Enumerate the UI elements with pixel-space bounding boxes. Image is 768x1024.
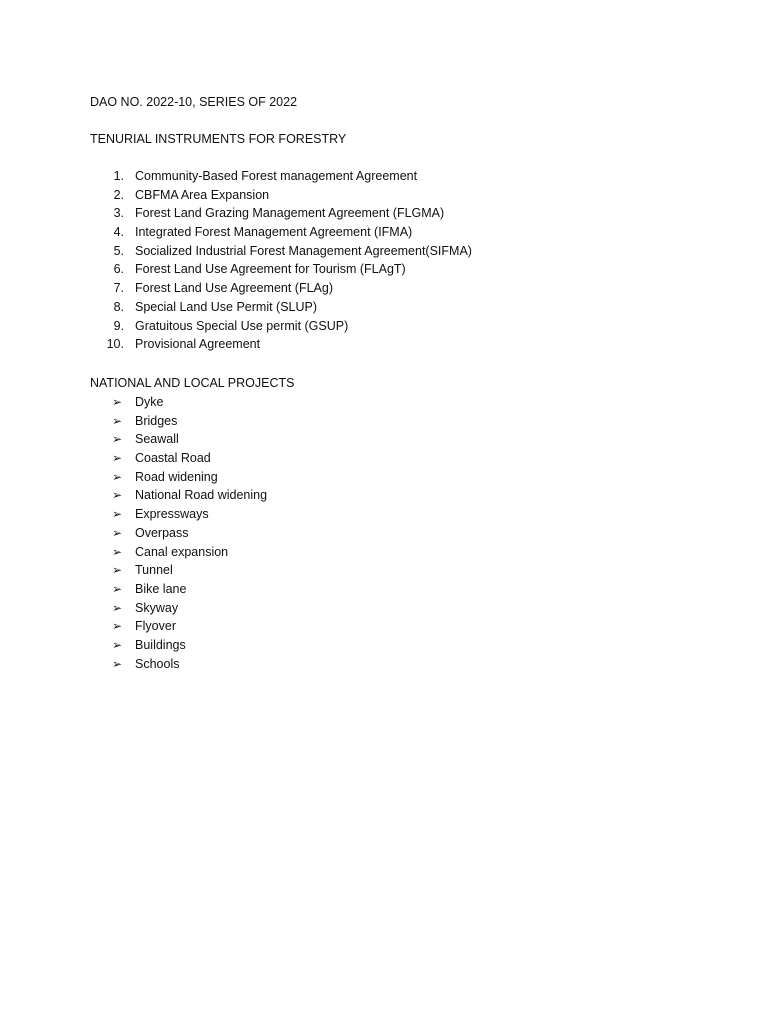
arrow-bullet-icon: ➢ (112, 563, 123, 578)
list-item-text: National Road widening (135, 488, 268, 503)
list-item-text: CBFMA Area Expansion (135, 187, 270, 202)
list-item-text: Skyway (135, 600, 179, 615)
arrow-bullet-icon: ➢ (112, 544, 123, 559)
list-number: 2. (113, 187, 124, 202)
arrow-bullet-icon: ➢ (112, 451, 123, 466)
arrow-bullet-icon: ➢ (112, 469, 123, 484)
arrow-bullet-icon: ➢ (112, 619, 123, 634)
list-number: 3. (113, 206, 124, 221)
list-item-text: Flyover (135, 619, 176, 634)
list-number: 7. (113, 281, 124, 296)
section-heading-tenurial-instruments: TENURIAL INSTRUMENTS FOR FORESTRY (90, 132, 347, 146)
list-item-text: Forest Land Use Agreement (FLAg) (135, 281, 334, 296)
list-item-text: Overpass (135, 525, 189, 540)
list-number: 10. (106, 337, 124, 352)
list-item-text: Buildings (135, 637, 186, 652)
list-item-text: Bridges (135, 413, 178, 428)
list-item-text: Special Land Use Permit (SLUP) (135, 299, 318, 314)
list-item-text: Provisional Agreement (135, 337, 261, 352)
list-number: 6. (113, 262, 124, 277)
list-item-text: Community-Based Forest management Agreement (135, 169, 418, 183)
arrow-bullet-icon: ➢ (112, 656, 123, 671)
arrow-bullet-icon: ➢ (112, 637, 123, 652)
arrow-bullet-icon: ➢ (112, 395, 123, 409)
arrow-bullet-icon: ➢ (112, 581, 123, 596)
arrow-bullet-icon: ➢ (112, 525, 123, 540)
list-item-text: Seawall (135, 432, 179, 447)
list-number: 1. (113, 169, 124, 183)
list-item-text: Dyke (135, 395, 164, 409)
arrow-bullet-icon: ➢ (112, 413, 123, 428)
list-item-text: Tunnel (135, 563, 173, 578)
list-item-text: Canal expansion (135, 544, 229, 559)
list-item-text: Forest Land Grazing Management Agreement (FLGMA) (135, 206, 445, 221)
list-item-text: Forest Land Use Agreement for Tourism (FLAgT) (135, 262, 406, 277)
list-item-text: Road widening (135, 469, 218, 484)
list-item-text: Schools (135, 656, 180, 671)
list-item-text: Bike lane (135, 581, 187, 596)
list-number: 8. (113, 299, 124, 314)
list-item-text: Gratuitous Special Use permit (GSUP) (135, 318, 349, 333)
list-number: 4. (113, 225, 124, 240)
list-item-text: Socialized Industrial Forest Management Agreement(SIFMA) (135, 243, 472, 258)
list-item-text: Expressways (135, 507, 209, 522)
list-item-text: Coastal Road (135, 451, 211, 466)
arrow-bullet-icon: ➢ (112, 488, 123, 503)
arrow-bullet-icon: ➢ (112, 600, 123, 615)
section-heading-national-local-projects: NATIONAL AND LOCAL PROJECTS (90, 376, 295, 390)
arrow-bullet-icon: ➢ (112, 507, 123, 522)
list-number: 5. (113, 243, 124, 258)
list-number: 9. (113, 318, 124, 333)
document-title: DAO NO. 2022-10, SERIES OF 2022 (90, 95, 298, 109)
list-item-text: Integrated Forest Management Agreement (IFMA) (135, 225, 413, 240)
arrow-bullet-icon: ➢ (112, 432, 123, 447)
